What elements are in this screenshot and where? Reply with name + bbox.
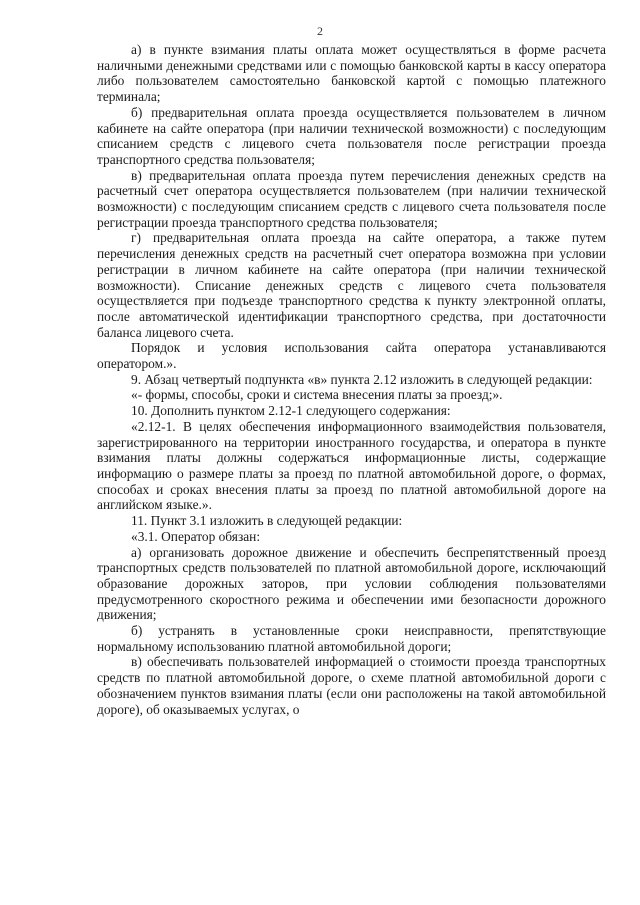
paragraph-prepayment-personal-account: б) предварительная оплата проезда осуществляется пользователем в личном кабинете на сайте оператора (при наличии технической возможности) с последующим списанием средств с лицевого счета пользователя после регистрации проезда транспортного средства пользователя; <box>97 104 606 167</box>
paragraph-payment-at-point: а) в пункте взимания платы оплата может осуществляться в форме расчета наличными денежными средствами или с помощью банковской карты в кассу оператора либо пользователем самостоятельно банковской картой с помощью платежного терминала; <box>97 42 606 105</box>
paragraph-operator-duty-a: а) организовать дорожное движение и обеспечить беспрепятственный проезд транспортных средств пользователей по платной автомобильной дороге, исключающий образование дорожных заторов, при условии соблюдения пользователями предусмотренного скоростного режима и обеспечении ими безопасности дорожного движения; <box>97 544 606 623</box>
page-number: 2 <box>317 24 323 38</box>
paragraph-item-3-1-heading: «3.1. Оператор обязан: <box>131 528 261 544</box>
paragraph-prepayment-bank-transfer: в) предварительная оплата проезда путем перечисления денежных средств на расчетный счет оператора осуществляется пользователем (при наличии технической возможности) с последующим списанием средств с лицевого счета пользователя после регистрации проезда транспортного средства пользователя; <box>97 167 606 230</box>
document-body <box>97 42 606 717</box>
paragraph-item-2-12-1: «2.12-1. В целях обеспечения информационного взаимодействия пользователя, зарегистрированного на территории иностранного государства, и оператора в пункте взимания платы должны содержаться информационные листы, содержащие информацию о размере платы за проезд по платной автомобильной дороге, о формах, способах и сроках внесения платы за проезд по платной автомобильной дороге на английском языке.». <box>97 418 606 513</box>
paragraph-operator-duty-v: в) обеспечивать пользователей информацией о стоимости проезда транспортных средств по платной автомобильной дороге, о схеме платной автомобильной дороги с обозначением пунктов взимания платы (если они расположены на такой автомобильной дороге), об оказываемых услугах, о <box>97 654 606 717</box>
paragraph-item-9: 9. Абзац четвертый подпункта «в» пункта 2.12 изложить в следующей редакции: <box>131 371 593 387</box>
paragraph-site-usage-rules: Порядок и условия использования сайта оператора устанавливаются оператором.». <box>97 340 606 372</box>
paragraph-prepayment-website: г) предварительная оплата проезда на сайте оператора, а также путем перечисления денежных средств на расчетный счет оператора возможна при условии регистрации в личном кабинете на сайте оператора (при наличии технической возможности). Списание денежных средств с лицевого счета пользователя осуществляется при подъезде транспортного средства к пункту электронной оплаты, после автоматической идентификации транспортного средства, при достаточности баланса лицевого счета. <box>97 230 606 340</box>
paragraph-item-10: 10. Дополнить пунктом 2.12-1 следующего содержания: <box>131 403 451 419</box>
paragraph-item-9-text: «- формы, способы, сроки и система внесения платы за проезд;». <box>131 387 503 403</box>
paragraph-operator-duty-b: б) устранять в установленные сроки неисправности, препятствующие нормальному использованию платной автомобильной дороги; <box>97 623 606 654</box>
paragraph-item-11: 11. Пункт 3.1 изложить в следующей редакции: <box>131 513 403 529</box>
